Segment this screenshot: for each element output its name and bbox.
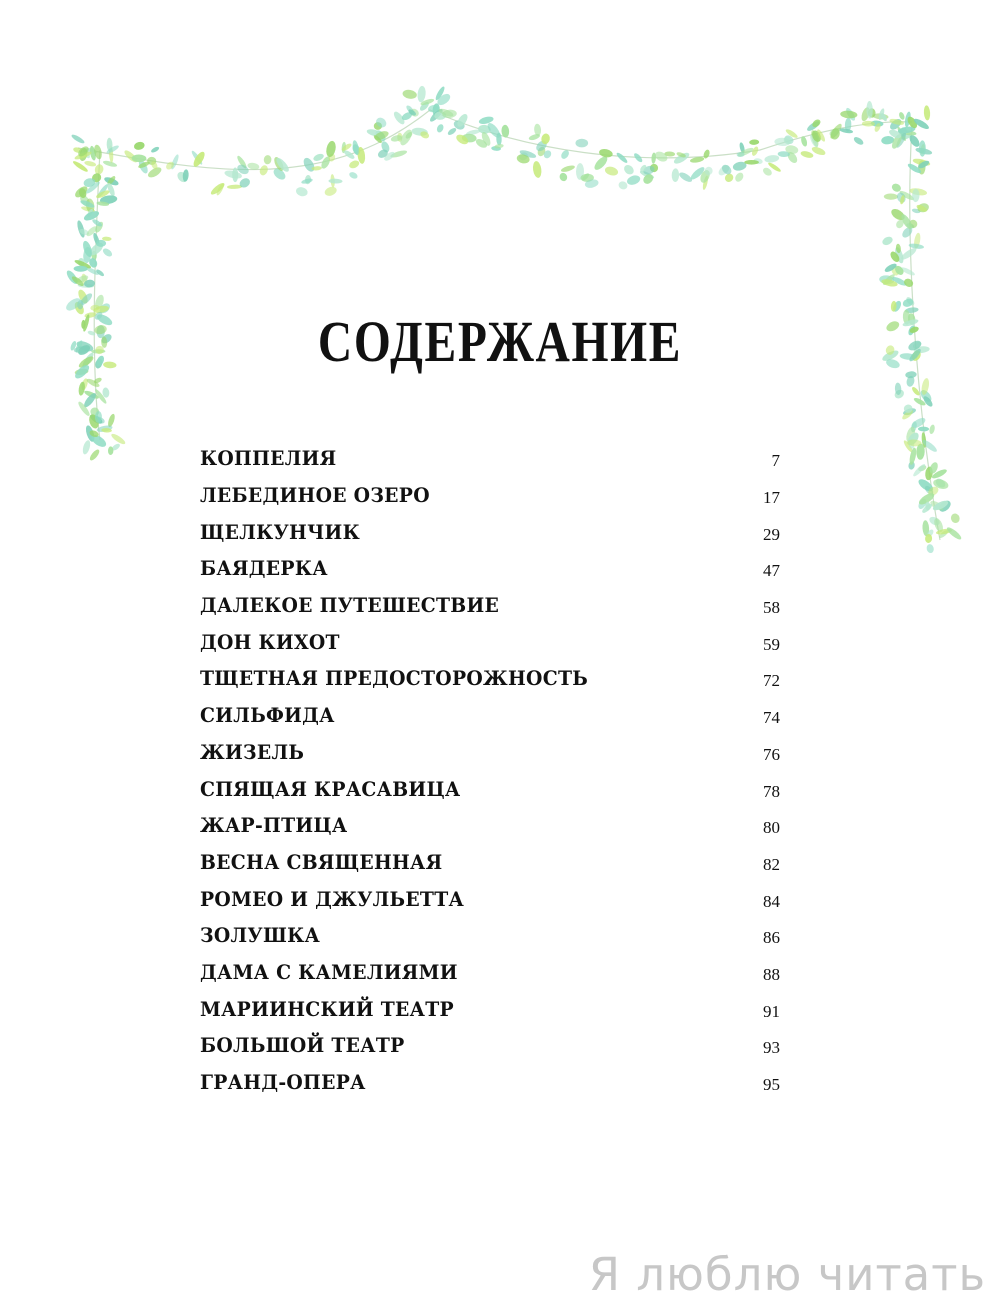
leaf-icon	[328, 178, 342, 183]
toc-entry	[200, 440, 780, 477]
page-title: СОДЕРЖАНИЕ	[317, 309, 683, 374]
toc-entry-page-number: 17	[763, 488, 780, 508]
leaf-icon	[671, 168, 679, 182]
leaf-icon	[295, 186, 309, 198]
toc-entry-title: ДАМА С КАМЕЛИЯМИ	[200, 959, 458, 984]
leaf-icon	[110, 432, 127, 446]
leaf-icon	[622, 163, 635, 176]
leaf-icon	[532, 161, 542, 179]
toc-entry	[200, 770, 780, 807]
leaf-icon	[626, 174, 642, 187]
toc-entry-page-number: 47	[763, 561, 780, 581]
toc-entry-title: ДАЛЕКОЕ ПУТЕШЕСТВИЕ	[200, 593, 500, 618]
toc-entry-page-number: 29	[763, 524, 780, 544]
leaf-icon	[604, 165, 619, 177]
toc-entry-title: ЗОЛУШКА	[200, 923, 321, 948]
toc-entry-title: РОМЕО И ДЖУЛЬЕТТА	[200, 886, 465, 911]
leaf-icon	[926, 543, 935, 553]
leaf-icon	[853, 135, 865, 146]
leaf-icon	[102, 160, 117, 168]
toc-entry-title: ДОН КИХОТ	[200, 629, 340, 654]
leaf-icon	[560, 164, 575, 173]
toc-entry-title: ВЕСНА СВЯЩЕННАЯ	[200, 849, 443, 874]
toc-entry-title: ТЩЕТНАЯ ПРЕДОСТОРОЖНОСТЬ	[200, 666, 589, 691]
leaf-icon	[402, 89, 418, 100]
leaf-icon	[348, 171, 358, 180]
toc-entry	[200, 660, 780, 697]
leaf-icon	[133, 141, 145, 151]
leaf-icon	[734, 171, 746, 183]
leaf-icon	[325, 140, 337, 158]
leaf-icon	[70, 133, 85, 145]
leaf-icon	[762, 166, 774, 177]
leaf-icon	[615, 151, 628, 164]
toc-entry-page-number: 76	[763, 744, 780, 764]
toc-entry-title: СПЯЩАЯ КРАСАВИЦА	[200, 776, 461, 801]
leaf-icon	[436, 123, 445, 133]
toc-entry-page-number: 74	[763, 708, 780, 728]
leaf-icon	[840, 110, 858, 119]
toc-entry	[200, 954, 780, 991]
leaf-icon	[749, 139, 759, 145]
toc-entry-title: ГРАНД-ОПЕРА	[200, 1070, 366, 1095]
leaf-icon	[902, 277, 914, 289]
toc-entry-title: ЛЕБЕДИНОЕ ОЗЕРО	[200, 483, 430, 508]
leaf-icon	[950, 512, 961, 524]
toc-entry	[200, 513, 780, 550]
toc-entry	[200, 697, 780, 734]
toc-entry-title: ЩЕЛКУНЧИК	[200, 519, 360, 544]
toc-entry-title: БОЛЬШОЙ ТЕАТР	[200, 1033, 405, 1058]
leaf-icon	[881, 235, 894, 247]
toc-entry-page-number: 78	[763, 781, 780, 801]
toc-entry	[200, 1027, 780, 1064]
toc-entry-page-number: 91	[763, 1001, 780, 1021]
toc-entry	[200, 623, 780, 660]
toc-entry	[200, 880, 780, 917]
leaf-icon	[88, 448, 101, 462]
toc-entry	[200, 990, 780, 1027]
toc-entry	[200, 550, 780, 587]
watermark: Я люблю читать	[588, 1248, 986, 1301]
toc-entry-page-number: 86	[763, 928, 780, 948]
table-of-contents	[200, 440, 780, 1100]
leaf-icon	[76, 220, 86, 239]
leaf-icon	[764, 154, 780, 163]
leaf-icon	[263, 155, 272, 165]
leaf-icon	[919, 140, 926, 156]
leaf-icon	[702, 149, 710, 159]
toc-entry-title: ЖАР-ПТИЦА	[200, 813, 348, 838]
leaf-icon	[945, 526, 962, 542]
toc-entry-title: СИЛЬФИДА	[200, 703, 335, 728]
leaf-icon	[923, 105, 930, 120]
leaf-icon	[150, 146, 160, 154]
leaf-icon	[258, 164, 269, 177]
leaf-icon	[348, 159, 361, 170]
leaf-icon	[84, 160, 97, 167]
toc-entry-page-number: 80	[763, 818, 780, 838]
toc-entry-page-number: 58	[763, 598, 780, 618]
toc-entry-page-number: 82	[763, 854, 780, 874]
leaf-icon	[576, 139, 589, 148]
toc-entry-page-number: 72	[763, 671, 780, 691]
leaf-icon	[800, 150, 814, 159]
toc-entry	[200, 917, 780, 954]
leaf-icon	[534, 123, 542, 136]
leaf-icon	[929, 424, 936, 434]
toc-entry-page-number: 93	[763, 1038, 780, 1058]
toc-entry-page-number: 59	[763, 634, 780, 654]
toc-entry	[200, 477, 780, 514]
toc-entry-page-number: 84	[763, 891, 780, 911]
leaf-icon	[447, 127, 458, 137]
toc-entry	[200, 587, 780, 624]
leaf-icon	[744, 160, 759, 165]
leaf-icon	[232, 168, 238, 183]
leaf-icon	[884, 193, 898, 199]
toc-entry	[200, 807, 780, 844]
leaf-icon	[918, 427, 929, 432]
leaf-icon	[558, 172, 568, 183]
leaf-icon	[81, 439, 91, 455]
toc-entry-page-number: 95	[763, 1075, 780, 1095]
toc-entry-page-number: 7	[771, 451, 780, 471]
leaf-icon	[598, 148, 613, 159]
leaf-icon	[323, 185, 338, 197]
leaf-icon	[101, 247, 113, 258]
toc-entry-title: БАЯДЕРКА	[200, 556, 328, 581]
toc-entry	[200, 844, 780, 881]
toc-entry-title: МАРИИНСКИЙ ТЕАТР	[200, 996, 454, 1021]
toc-entry	[200, 734, 780, 771]
toc-entry-page-number: 88	[763, 964, 780, 984]
leaf-icon	[417, 86, 427, 103]
toc-entry-title: ЖИЗЕЛЬ	[200, 739, 305, 764]
toc-entry-title: КОППЕЛИЯ	[200, 446, 337, 471]
toc-entry	[200, 1064, 780, 1101]
